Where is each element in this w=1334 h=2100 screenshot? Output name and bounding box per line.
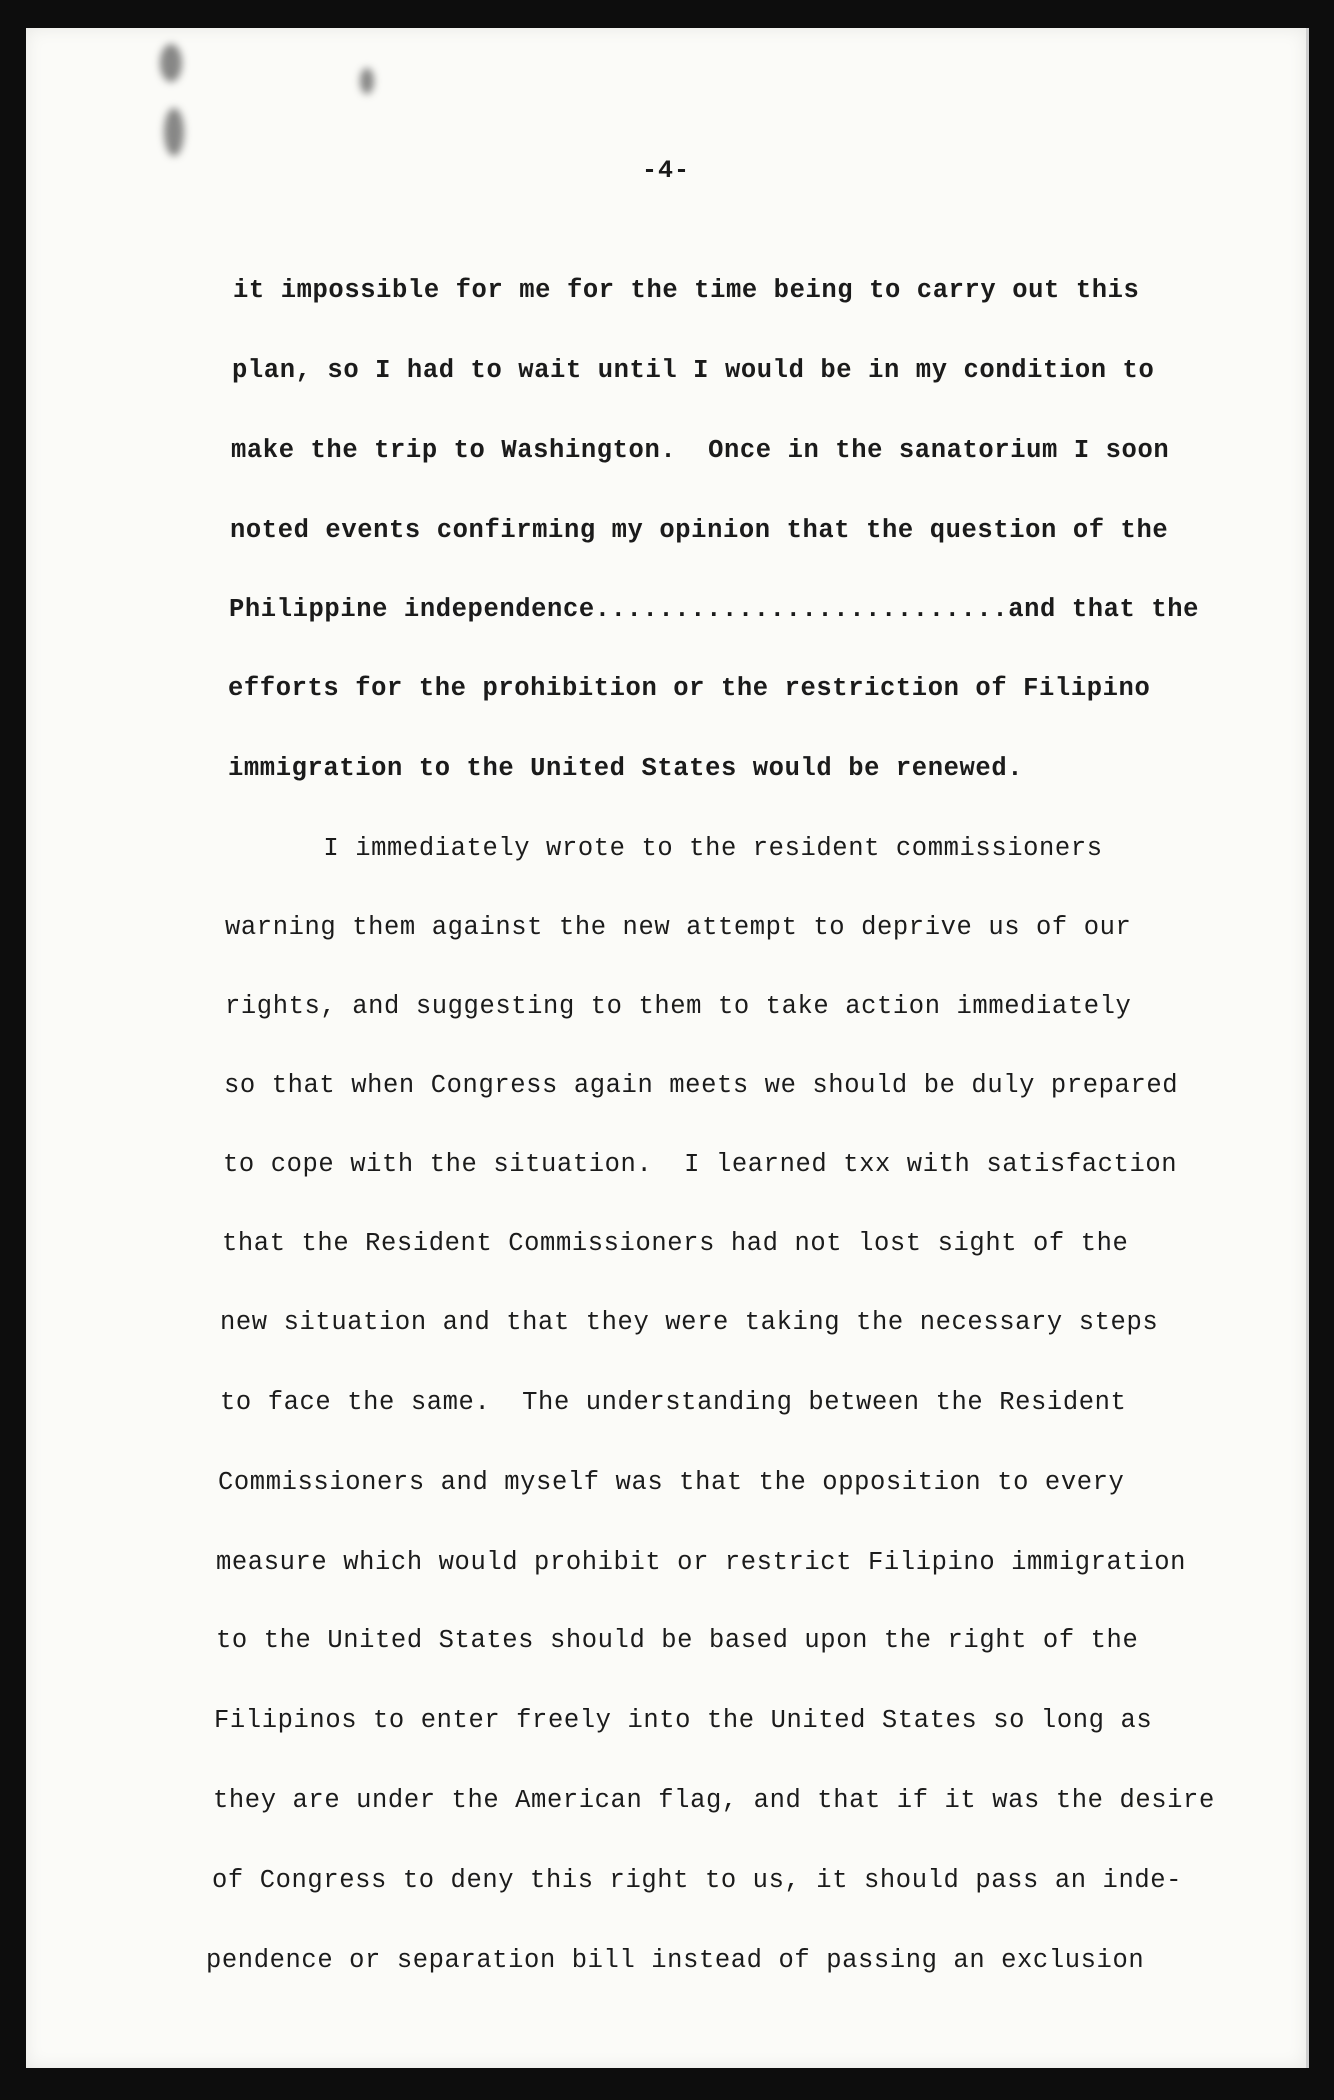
text-line: Filipinos to enter freely into the United States so long as (214, 1706, 1153, 1735)
ink-smudge (164, 108, 184, 156)
text-line: noted events confirming my opinion that the question of the (230, 516, 1169, 545)
page-number: -4- (641, 156, 690, 185)
text-line: warning them against the new attempt to deprive us of our (225, 913, 1132, 942)
text-line: Commissioners and myself was that the opposition to every (218, 1468, 1125, 1497)
text-line: to the United States should be based upon the right of the (216, 1626, 1139, 1655)
text-line: immigration to the United States would be renewed. (228, 754, 1024, 783)
text-line: measure which would prohibit or restrict Filipino immigration (216, 1548, 1187, 1577)
text-line: pendence or separation bill instead of passing an exclusion (206, 1946, 1145, 1975)
text-line: it impossible for me for the time being to carry out this (233, 276, 1140, 305)
text-line: rights, and suggesting to them to take action immediately (225, 992, 1132, 1021)
text-line: Philippine independence..........................and that the (229, 595, 1200, 624)
text-line: that the Resident Commissioners had not lost sight of the (222, 1229, 1129, 1258)
text-line: to face the same. The understanding between the Resident (220, 1388, 1127, 1417)
text-line: they are under the American flag, and that if it was the desire (213, 1786, 1215, 1815)
text-line: make the trip to Washington. Once in the sanatorium I soon (231, 436, 1170, 465)
ink-smudge (160, 44, 182, 82)
text-line: of Congress to deny this right to us, it should pass an inde- (212, 1866, 1183, 1895)
text-line: so that when Congress again meets we should be duly prepared (224, 1071, 1179, 1100)
text-line: I immediately wrote to the resident commissioners (228, 834, 1103, 863)
text-line: plan, so I had to wait until I would be in my condition to (232, 356, 1155, 385)
document-page (26, 28, 1309, 2068)
ink-smudge (360, 68, 374, 94)
text-line: new situation and that they were taking the necessary steps (220, 1308, 1159, 1337)
text-line: to cope with the situation. I learned txx with satisfaction (223, 1150, 1178, 1179)
text-line: efforts for the prohibition or the restriction of Filipino (228, 674, 1151, 703)
